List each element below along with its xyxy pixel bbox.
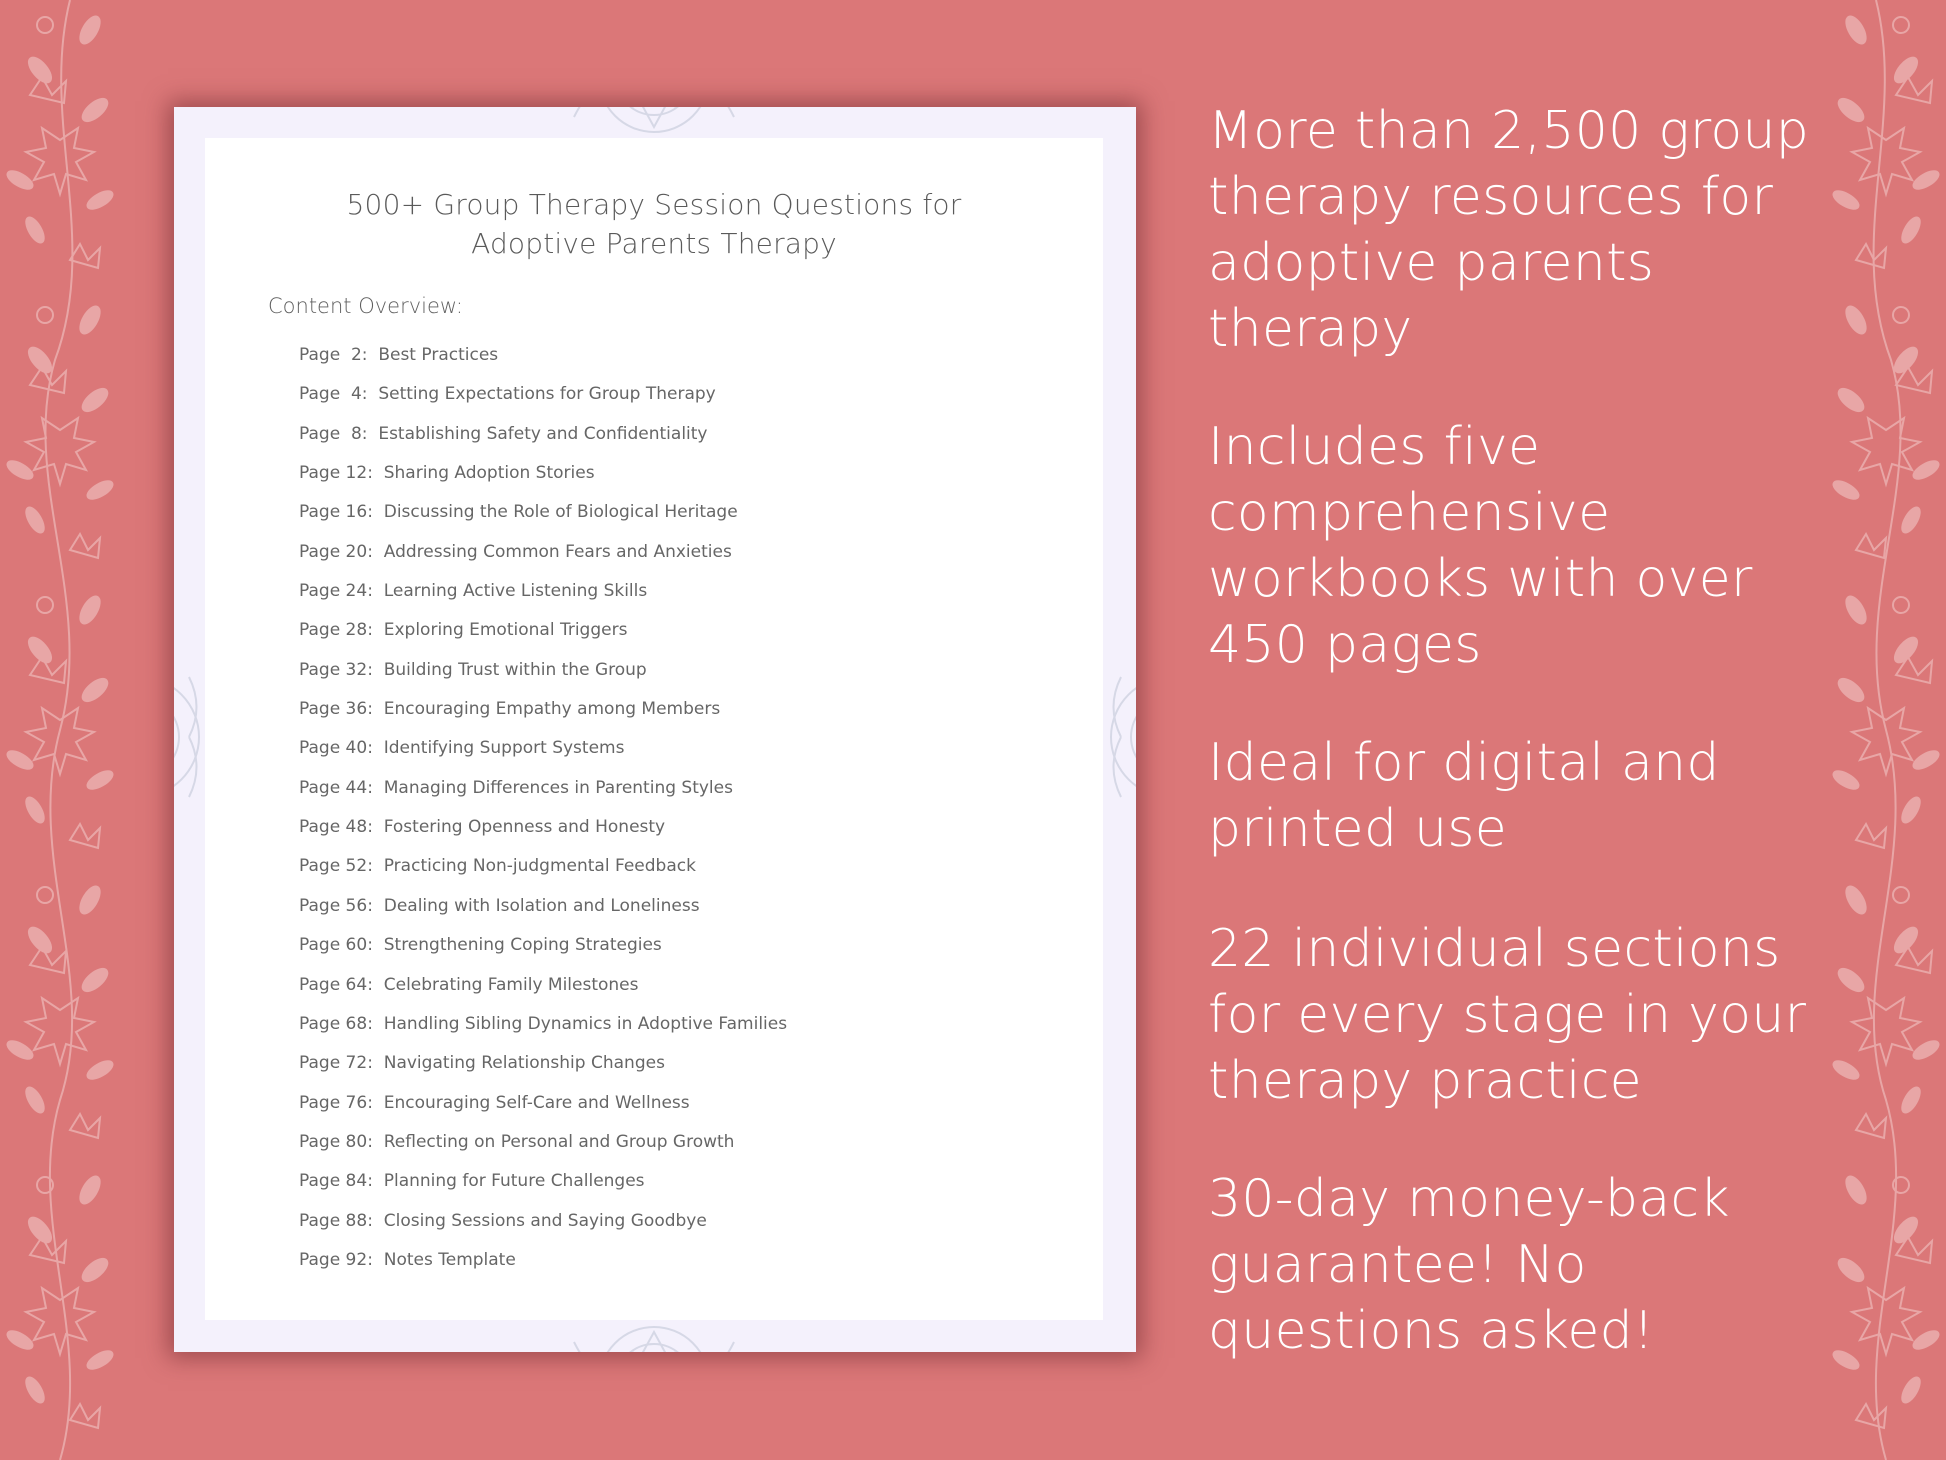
document-page-preview bbox=[174, 107, 1136, 1352]
toc-entry: Page 84: Planning for Future Challenges bbox=[299, 1171, 645, 1192]
feature-sections: 22 individual sections for every stage in your therapy practice bbox=[1208, 919, 1807, 1111]
feature-guarantee: 30-day money-back guarantee! No questions asked! bbox=[1208, 1169, 1730, 1361]
floral-vine-left-decoration bbox=[0, 0, 140, 1460]
mandala-bottom-decoration bbox=[514, 1322, 794, 1352]
table-of-contents bbox=[299, 344, 787, 1288]
toc-entry: Page 36: Encouraging Empathy among Members bbox=[299, 699, 721, 720]
toc-entry: Page 80: Reflecting on Personal and Group Growth bbox=[299, 1131, 735, 1152]
mandala-right-decoration bbox=[1106, 607, 1136, 867]
toc-entry: Page 60: Strengthening Coping Strategies bbox=[299, 935, 662, 956]
feature-workbooks: Includes five comprehensive workbooks with over 450 pages bbox=[1208, 417, 1753, 675]
document-title-line-1: 500+ Group Therapy Session Questions for bbox=[346, 188, 962, 221]
toc-entry: Page 92: Notes Template bbox=[299, 1249, 516, 1270]
toc-entry: Page 68: Handling Sibling Dynamics in Adoptive Families bbox=[299, 1013, 788, 1034]
toc-entry: Page 52: Practicing Non-judgmental Feedback bbox=[299, 856, 696, 877]
toc-entry: Page 56: Dealing with Isolation and Loneliness bbox=[299, 895, 700, 916]
feature-resources: More than 2,500 group therapy resources for adoptive parents therapy bbox=[1208, 101, 1810, 359]
toc-entry: Page 24: Learning Active Listening Skills bbox=[299, 581, 648, 602]
toc-entry: Page 76: Encouraging Self-Care and Wellness bbox=[299, 1092, 690, 1113]
document-title bbox=[205, 185, 1103, 263]
document-title-line-2: Adoptive Parents Therapy bbox=[471, 227, 837, 260]
toc-entry: Page 44: Managing Differences in Parenting Styles bbox=[299, 777, 733, 798]
feature-list bbox=[1208, 98, 1848, 1416]
toc-entry: Page 28: Exploring Emotional Triggers bbox=[299, 620, 628, 641]
toc-entry: Page 12: Sharing Adoption Stories bbox=[299, 463, 595, 484]
toc-entry: Page 64: Celebrating Family Milestones bbox=[299, 974, 639, 995]
toc-entry: Page 16: Discussing the Role of Biological Heritage bbox=[299, 502, 738, 523]
toc-entry: Page 72: Navigating Relationship Changes bbox=[299, 1053, 665, 1074]
toc-entry: Page 8: Establishing Safety and Confidentiality bbox=[299, 423, 708, 444]
content-overview-label: Content Overview: bbox=[268, 294, 463, 318]
feature-digital-print: Ideal for digital and printed use bbox=[1208, 733, 1720, 859]
mandala-left-decoration bbox=[174, 607, 204, 867]
toc-entry: Page 48: Fostering Openness and Honesty bbox=[299, 817, 666, 838]
toc-entry: Page 2: Best Practices bbox=[299, 345, 499, 365]
document-sheet bbox=[205, 138, 1103, 1320]
toc-entry: Page 4: Setting Expectations for Group Therapy bbox=[299, 384, 716, 405]
mandala-top-decoration bbox=[514, 107, 794, 137]
toc-entry: Page 40: Identifying Support Systems bbox=[299, 738, 625, 759]
toc-entry: Page 88: Closing Sessions and Saying Goodbye bbox=[299, 1210, 707, 1231]
toc-entry: Page 32: Building Trust within the Group bbox=[299, 659, 647, 680]
toc-entry: Page 20: Addressing Common Fears and Anxieties bbox=[299, 541, 732, 562]
